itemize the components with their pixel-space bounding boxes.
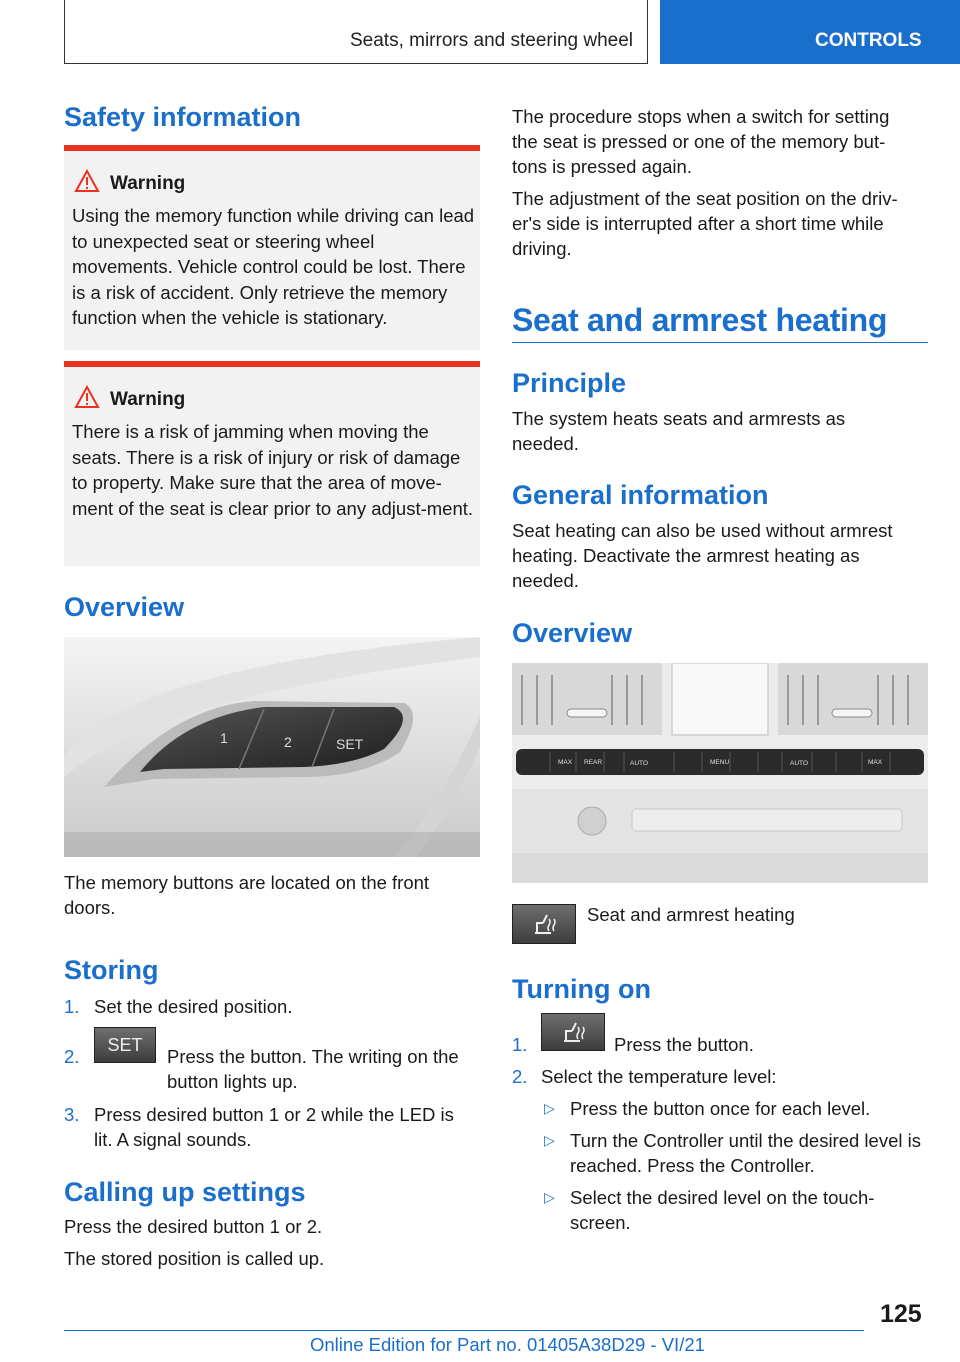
warning-body: There is a risk of jamming when moving the seats. There is a risk of injury or risk of damage to property. Make sure that the area of move‐ment of the seat is clear prior to any adjust‐ment. xyxy=(72,421,474,519)
procedure-text: The procedure stops when a switch for setting the seat is pressed or one of the memory but‐tons is pressed again. xyxy=(512,106,890,177)
turning-title: Turning on xyxy=(512,974,651,1004)
storing-title: Storing xyxy=(64,955,159,985)
panel-label-max: MAX xyxy=(868,759,883,766)
general-text: Seat heating can also be used without armrest heating. Deactivate the armrest heating as needed. xyxy=(512,520,893,591)
calling-text-2: The stored position is called up. xyxy=(64,1248,325,1269)
step-number: 1. xyxy=(64,996,80,1017)
memory-button-1: 1 xyxy=(220,730,228,746)
seat-heating-icon xyxy=(541,1013,605,1051)
overview-caption: The memory buttons are located on the front doors. xyxy=(64,872,430,918)
header-section-box xyxy=(660,0,960,64)
safety-title: Safety information xyxy=(64,102,302,132)
step-text: Press desired button 1 or 2 while the LED is lit. A signal sounds. xyxy=(94,1104,454,1150)
bullet-triangle-icon: ▷ xyxy=(544,1132,555,1148)
panel-label-max: MAX xyxy=(558,759,573,766)
seat-heating-icon xyxy=(512,904,576,944)
header-chapter-box xyxy=(64,0,648,64)
memory-buttons-image xyxy=(64,637,480,857)
overview-title-left: Overview xyxy=(64,592,185,622)
bullet-triangle-icon: ▷ xyxy=(544,1189,555,1205)
overview-title-right: Overview xyxy=(512,618,633,648)
step-text: Select the temperature level: xyxy=(541,1066,777,1087)
memory-button-2: 2 xyxy=(284,734,292,750)
page-number: 125 xyxy=(880,1300,922,1328)
step-text: Press the button. xyxy=(614,1034,754,1055)
warning-body: Using the memory function while driving can lead to unexpected seat or steering wheel movements. Vehicle control could be lost. There is a risk of accident. Only retrieve the memory function when the vehicle is stationary. xyxy=(72,205,475,328)
warning-title: Warning xyxy=(110,389,186,410)
warning-icon xyxy=(74,385,100,409)
panel-label-auto: AUTO xyxy=(630,760,648,767)
footer-rule xyxy=(64,1330,864,1331)
step-text: Press the button. The writing on the button lights up. xyxy=(167,1046,459,1092)
footer-edition: Online Edition for Part no. 01405A38D29 - VI/21 xyxy=(310,1334,705,1355)
calling-text-1: Press the desired button 1 or 2. xyxy=(64,1216,323,1237)
general-title: General information xyxy=(512,480,769,510)
climate-panel-image xyxy=(512,663,928,883)
legend-text: Seat and armrest heating xyxy=(587,904,795,925)
header-chapter: Seats, mirrors and steering wheel xyxy=(349,30,633,51)
set-button-icon: SET xyxy=(94,1027,156,1063)
step-number: 2. xyxy=(512,1066,528,1087)
warning-box-1 xyxy=(64,145,480,350)
warning-title: Warning xyxy=(110,173,186,194)
warning-icon xyxy=(74,169,100,193)
substep-text: Press the button once for each level. xyxy=(570,1098,871,1119)
calling-title: Calling up settings xyxy=(64,1177,306,1207)
warning-box-2 xyxy=(64,361,480,566)
memory-button-set: SET xyxy=(336,736,364,752)
step-number: 2. xyxy=(64,1046,80,1067)
panel-label-auto: AUTO xyxy=(790,760,808,767)
substep-text: Turn the Controller until the desired level is reached. Press the Controller. xyxy=(570,1130,921,1176)
principle-title: Principle xyxy=(512,368,627,398)
panel-label-rear: REAR xyxy=(584,759,603,766)
heating-title: Seat and armrest heating xyxy=(512,302,888,338)
step-number: 1. xyxy=(512,1034,528,1055)
header-section: CONTROLS xyxy=(815,30,922,51)
step-number: 3. xyxy=(64,1104,80,1125)
substep-text: Select the desired level on the touch‐screen. xyxy=(570,1187,875,1233)
panel-label-menu: MENU xyxy=(710,759,730,766)
step-text: Set the desired position. xyxy=(94,996,293,1017)
principle-text: The system heats seats and armrests as needed. xyxy=(512,408,846,454)
heading-rule xyxy=(512,342,928,343)
bullet-triangle-icon: ▷ xyxy=(544,1100,555,1116)
adjustment-text: The adjustment of the seat position on the driv‐er's side is interrupted after a short time while driving. xyxy=(512,188,898,259)
